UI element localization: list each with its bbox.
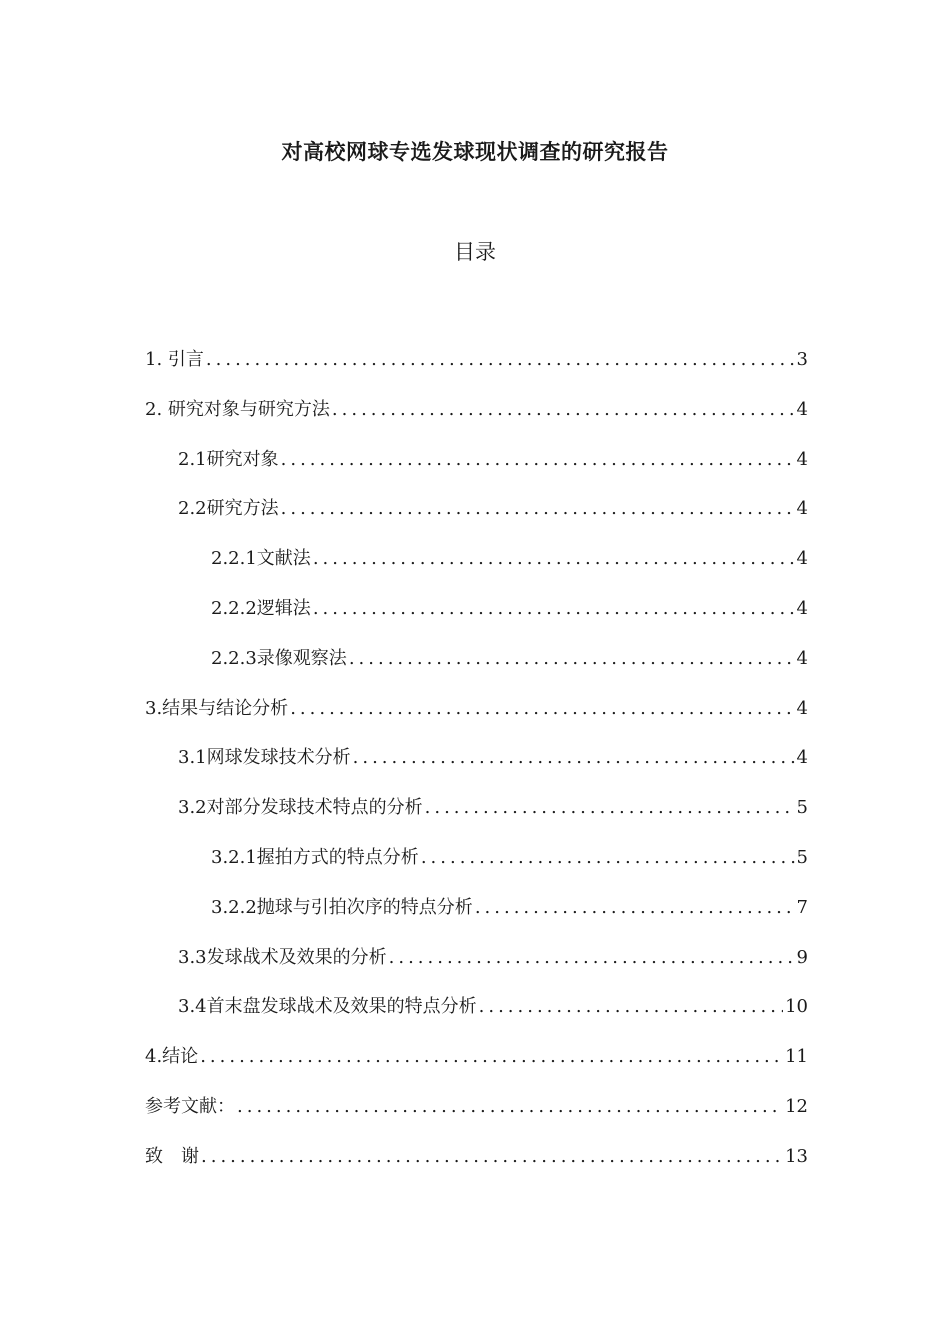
toc-entry-page: 3 (796, 349, 808, 370)
toc-entry-page: 4 (796, 747, 808, 769)
toc-entry-label: 3.3发球战术及效果的分析 (178, 946, 387, 968)
toc-leader-dots (281, 449, 795, 470)
document-title: 对高校网球专选发球现状调查的研究报告 (281, 140, 669, 164)
toc-leader-dots (201, 1146, 783, 1167)
toc-entry-label: 2.2.2逻辑法 (211, 597, 311, 619)
toc-entry-label: 2.2.1文献法 (211, 548, 311, 570)
toc-leader-dots (479, 996, 783, 1017)
toc-entry-page: 12 (785, 1095, 808, 1117)
toc-entry-page: 7 (796, 896, 808, 918)
toc-entry-page: 13 (785, 1145, 808, 1167)
toc-entry[interactable] (145, 594, 808, 644)
toc-leader-dots (313, 598, 795, 619)
toc-entry-page: 4 (796, 448, 808, 470)
toc-entry-label: 参考文献： (145, 1095, 235, 1117)
toc-leader-dots (237, 1096, 783, 1117)
toc-entry-page: 9 (796, 946, 808, 968)
toc-entry[interactable] (145, 694, 808, 744)
toc-entry-page: 4 (796, 597, 808, 619)
toc-entry[interactable] (145, 1042, 808, 1092)
toc-entry-label: 3.结果与结论分析 (145, 697, 289, 719)
toc-leader-dots (353, 747, 795, 768)
toc-entry-label: 4.结论 (145, 1046, 199, 1068)
toc-entry-label: 2.1研究对象 (178, 448, 279, 470)
toc-entry[interactable] (145, 445, 808, 495)
toc-entry[interactable] (145, 395, 808, 445)
toc-leader-dots (389, 947, 795, 968)
toc-entry[interactable] (145, 843, 808, 893)
toc-entry-page: 4 (796, 647, 808, 669)
toc-entry[interactable] (145, 644, 808, 694)
toc-entry[interactable] (145, 494, 808, 544)
toc-leader-dots (349, 648, 795, 669)
toc-entry-page: 11 (785, 1046, 808, 1068)
toc-entry-page: 4 (796, 398, 808, 420)
toc-entry[interactable] (145, 345, 808, 395)
toc-leader-dots (421, 847, 795, 868)
toc-entry-label: 1. 引言 (145, 349, 204, 370)
toc-entry[interactable] (145, 793, 808, 843)
table-of-contents (145, 345, 808, 1192)
toc-entry-page: 4 (796, 498, 808, 520)
toc-leader-dots (206, 349, 795, 370)
toc-entry[interactable] (145, 992, 808, 1042)
toc-entry-label: 2. 研究对象与研究方法 (145, 398, 330, 420)
toc-entry[interactable] (145, 1142, 808, 1192)
toc-entry[interactable] (145, 943, 808, 993)
toc-entry-page: 5 (796, 846, 808, 868)
toc-leader-dots (281, 498, 795, 519)
toc-leader-dots (313, 548, 795, 569)
toc-entry-page: 4 (796, 548, 808, 570)
toc-heading: 目录 (454, 240, 496, 264)
toc-entry-label: 致 谢 (145, 1145, 199, 1167)
toc-leader-dots (200, 1046, 783, 1067)
toc-entry[interactable] (145, 893, 808, 943)
toc-leader-dots (425, 797, 795, 818)
toc-entry-label: 3.1网球发球技术分析 (178, 747, 351, 769)
toc-entry-page: 10 (785, 996, 808, 1018)
toc-entry-label: 2.2.3录像观察法 (211, 647, 347, 669)
toc-entry-page: 4 (796, 697, 808, 719)
toc-entry-label: 3.2对部分发球技术特点的分析 (178, 797, 423, 819)
toc-entry[interactable] (145, 1092, 808, 1142)
toc-leader-dots (290, 698, 794, 719)
toc-entry-page: 5 (796, 797, 808, 819)
toc-entry[interactable] (145, 743, 808, 793)
toc-entry-label: 3.2.2抛球与引拍次序的特点分析 (211, 896, 473, 918)
toc-leader-dots (332, 399, 795, 420)
toc-entry-label: 3.4首末盘发球战术及效果的特点分析 (178, 996, 477, 1018)
toc-entry[interactable] (145, 544, 808, 594)
toc-entry-label: 2.2研究方法 (178, 498, 279, 520)
toc-leader-dots (475, 897, 795, 918)
toc-entry-label: 3.2.1握拍方式的特点分析 (211, 846, 419, 868)
